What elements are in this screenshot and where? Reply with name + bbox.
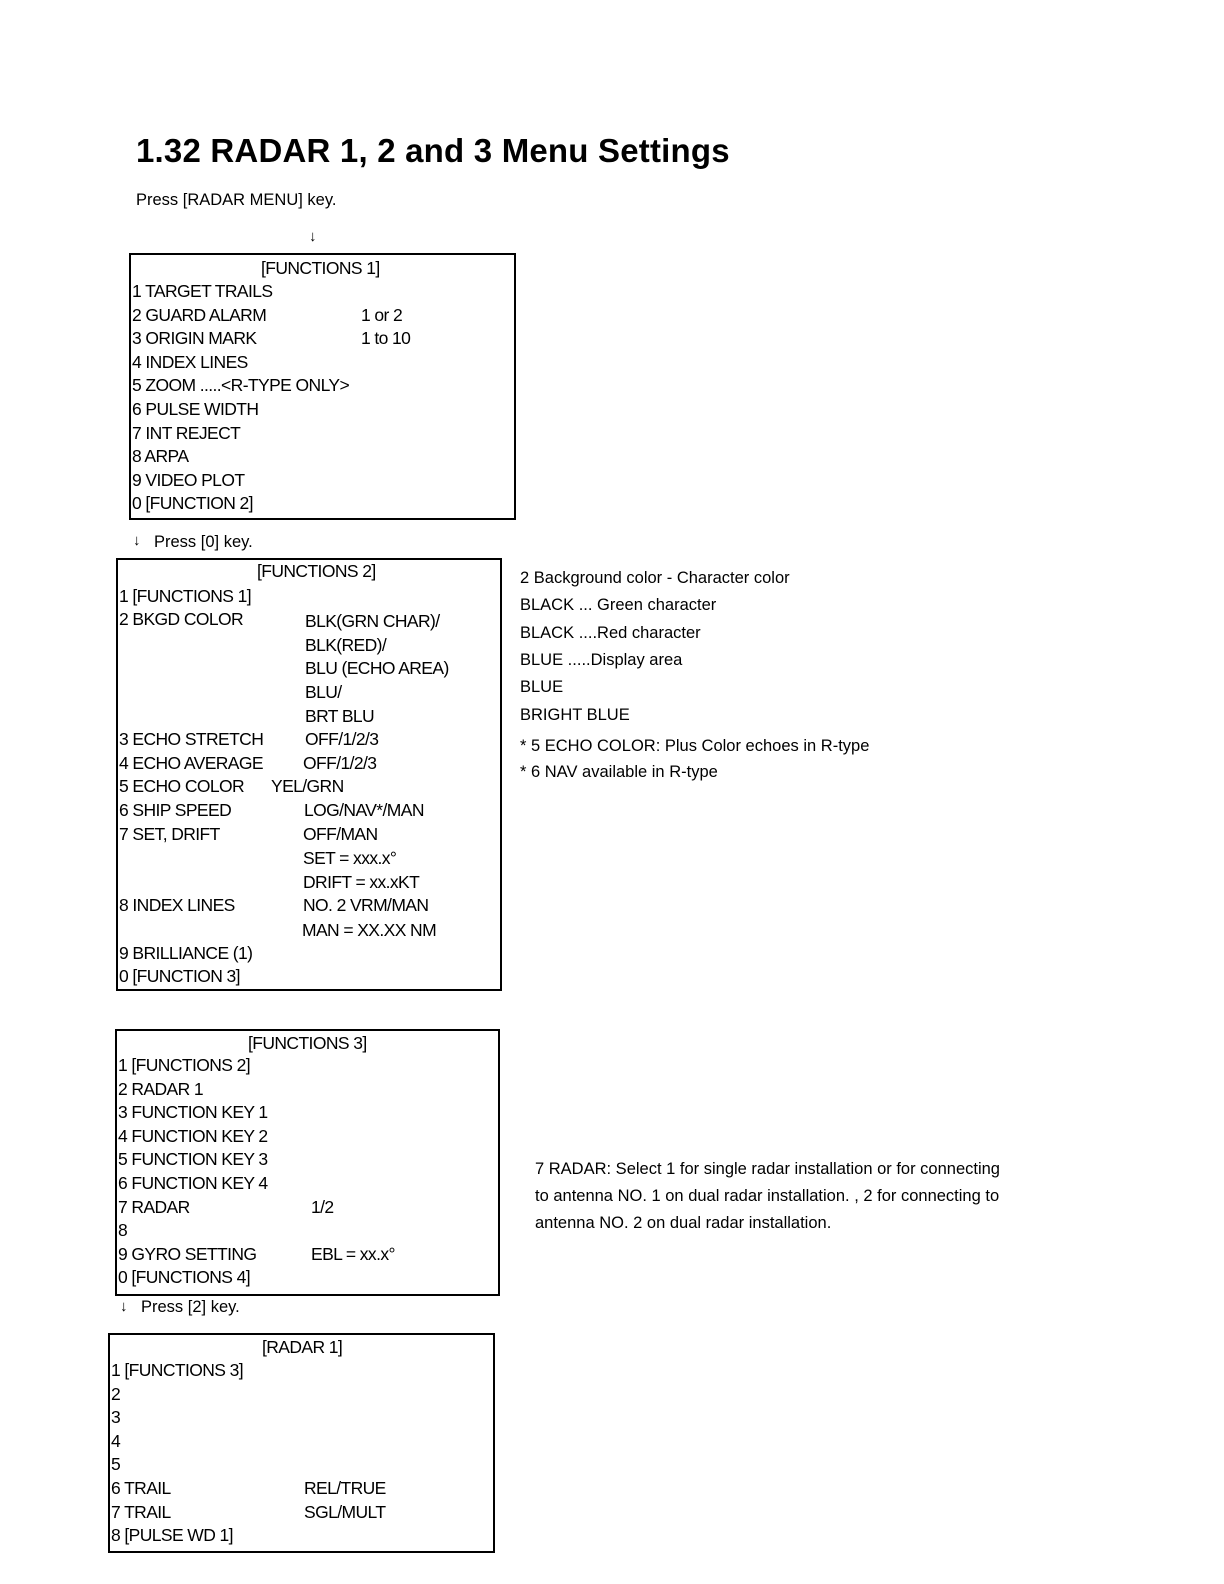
menu-item[interactable]: 0 [FUNCTION 3] [119, 966, 240, 986]
menu-item[interactable] [111, 1382, 120, 1406]
option-value: 1/2 [311, 1196, 334, 1217]
note-line: BLACK ....Red character [520, 624, 701, 642]
note-line: * 6 NAV available in R-type [520, 763, 718, 781]
menu-item-label: 4 INDEX LINES [132, 351, 248, 372]
press-0-text: Press [0] key. [154, 533, 253, 551]
menu-item-label: 8 ARPA [132, 446, 189, 467]
page-title: 1.32 RADAR 1, 2 and 3 Menu Settings [136, 132, 730, 169]
menu-item[interactable] [118, 1218, 127, 1242]
option-value: 1 to 10 [361, 328, 411, 349]
instruction-text: Press [RADAR MENU] key. [136, 191, 337, 209]
menu-item[interactable] [118, 1171, 268, 1195]
menu-item[interactable] [111, 1500, 386, 1524]
menu-item[interactable] [111, 1452, 120, 1476]
menu-item[interactable]: 3 ECHO STRETCH OFF/1/2/3 [119, 729, 379, 749]
menu-item[interactable] [132, 350, 248, 374]
menu-header: [FUNCTIONS 1] [261, 258, 380, 278]
menu-item-label: 0 [FUNCTIONS 4] [118, 1267, 250, 1288]
menu-item[interactable] [132, 326, 411, 350]
menu-item-label: 7 INT REJECT [132, 422, 241, 443]
option-value: OFF/1/2/3 [303, 753, 377, 773]
menu-item[interactable] [118, 1053, 250, 1077]
menu-item[interactable]: 4 ECHO AVERAGE OFF/1/2/3 [119, 753, 377, 773]
note-line: 2 Background color - Character color [520, 569, 790, 587]
menu-item-label: 2 GUARD ALARM [132, 304, 267, 325]
menu-item-label: 1 [FUNCTIONS 2] [118, 1055, 250, 1075]
menu-item-label: 5 [111, 1454, 121, 1475]
menu-item[interactable] [118, 1147, 268, 1171]
menu-item[interactable] [132, 303, 403, 327]
menu-item-label: 6 PULSE WIDTH [132, 399, 259, 419]
option-value: BRT BLU [305, 706, 375, 726]
option-value: BLU/ [305, 682, 342, 702]
menu-item-label: 2 [111, 1383, 121, 1404]
menu-item[interactable] [111, 1429, 120, 1453]
note-line: BLUE .....Display area [520, 651, 683, 669]
menu-item[interactable] [111, 1405, 120, 1429]
menu-item-label: 1 [FUNCTIONS 3] [111, 1360, 243, 1380]
note-line: to antenna NO. 1 on dual radar installation. , 2 for connecting to [535, 1187, 1000, 1205]
note-line: antenna NO. 2 on dual radar installation. [535, 1214, 832, 1232]
menu-item[interactable] [118, 1100, 268, 1124]
menu-item-label: 3 ORIGIN MARK [132, 328, 257, 349]
option-value: BLU (ECHO AREA) [305, 658, 449, 678]
menu-item[interactable] [132, 444, 188, 468]
menu-item[interactable] [132, 421, 240, 445]
option-value: 1 or 2 [361, 304, 403, 325]
menu-item-label: 0 [FUNCTION 2] [132, 493, 253, 514]
menu-header: [FUNCTIONS 2] [257, 561, 376, 581]
menu-item-label: 9 GYRO SETTING [118, 1243, 257, 1264]
menu-item[interactable] [118, 1242, 395, 1266]
menu-item[interactable] [132, 373, 349, 397]
menu-item-label: 5 ZOOM .....<R-TYPE ONLY> [132, 375, 350, 396]
note-line: BLACK ... Green character [520, 596, 717, 614]
menu-item-label: 4 [111, 1430, 121, 1451]
option-value: BLK(GRN CHAR)/ [305, 611, 440, 631]
menu-item[interactable] [132, 491, 253, 515]
option-value: OFF/MAN [303, 824, 378, 844]
press-2-text: Press [2] key. [141, 1298, 240, 1316]
option-value: OFF/1/2/3 [305, 729, 379, 749]
radar1-menu [108, 1333, 495, 1553]
menu-item-label: 6 FUNCTION KEY 4 [118, 1173, 268, 1193]
menu-item[interactable]: 1 [FUNCTIONS 1] [119, 586, 251, 606]
option-value: REL/TRUE [304, 1478, 386, 1498]
menu-item[interactable] [111, 1476, 386, 1500]
option-value: NO. 2 VRM/MAN [303, 895, 429, 915]
menu-item[interactable]: 9 BRILLIANCE (1) [119, 943, 253, 963]
option-value: BLK(RED)/ [305, 635, 387, 655]
note-line: BLUE [520, 678, 564, 696]
option-value: YEL/GRN [271, 776, 344, 796]
option-value: MAN = XX.XX NM [302, 920, 437, 940]
option-value: SET = xxx.x° [303, 848, 397, 868]
menu-item[interactable] [118, 1265, 250, 1289]
functions3-menu [115, 1029, 500, 1296]
menu-item[interactable]: 5 ECHO COLOR YEL/GRN [119, 776, 344, 796]
menu-item[interactable] [118, 1195, 334, 1219]
menu-item[interactable]: 2 BKGD COLOR [119, 609, 244, 629]
menu-item-label: 7 TRAIL [111, 1501, 171, 1522]
menu-item[interactable] [132, 279, 272, 303]
option-value: LOG/NAV*/MAN [304, 800, 424, 820]
menu-item[interactable] [111, 1523, 233, 1547]
menu-item[interactable] [111, 1358, 243, 1382]
menu-header: [FUNCTIONS 3] [248, 1033, 367, 1053]
menu-item-label: 8 [PULSE WD 1] [111, 1525, 233, 1546]
menu-item-label: 3 FUNCTION KEY 1 [118, 1102, 268, 1123]
down-arrow-icon: ↓ [309, 228, 317, 245]
menu-item[interactable]: 6 SHIP SPEED LOG/NAV*/MAN [119, 800, 424, 820]
option-value: EBL = xx.x° [311, 1243, 395, 1264]
menu-item[interactable] [118, 1124, 268, 1148]
menu-item-label: 9 VIDEO PLOT [132, 469, 245, 490]
menu-item-label: 8 [118, 1220, 128, 1241]
menu-item[interactable]: 7 SET, DRIFT OFF/MAN [119, 824, 378, 844]
note-line: * 5 ECHO COLOR: Plus Color echoes in R-type [520, 737, 870, 755]
functions1-menu [129, 253, 516, 520]
menu-item-label: 4 FUNCTION KEY 2 [118, 1125, 268, 1146]
functions2-menu [116, 558, 502, 991]
down-arrow-icon: ↓ [120, 1298, 128, 1315]
menu-item[interactable] [132, 468, 244, 492]
down-arrow-icon: ↓ [133, 532, 141, 549]
note-line: 7 RADAR: Select 1 for single radar installation or for connecting [535, 1160, 1000, 1178]
note-line: BRIGHT BLUE [520, 706, 630, 724]
menu-item-label: 6 TRAIL [111, 1478, 171, 1498]
menu-item[interactable] [118, 1077, 203, 1101]
menu-item-label: 1 TARGET TRAILS [132, 281, 273, 301]
menu-header: [RADAR 1] [262, 1337, 343, 1357]
menu-item-label: 3 [111, 1407, 121, 1428]
menu-item-label: 2 RADAR 1 [118, 1078, 204, 1099]
menu-item-label: 7 RADAR [118, 1196, 190, 1217]
menu-item[interactable] [132, 397, 258, 421]
option-value: SGL/MULT [304, 1501, 386, 1522]
option-value: DRIFT = xx.xKT [303, 872, 420, 892]
menu-item[interactable]: 8 INDEX LINES NO. 2 VRM/MAN [119, 895, 429, 915]
menu-item-label: 5 FUNCTION KEY 3 [118, 1149, 268, 1170]
